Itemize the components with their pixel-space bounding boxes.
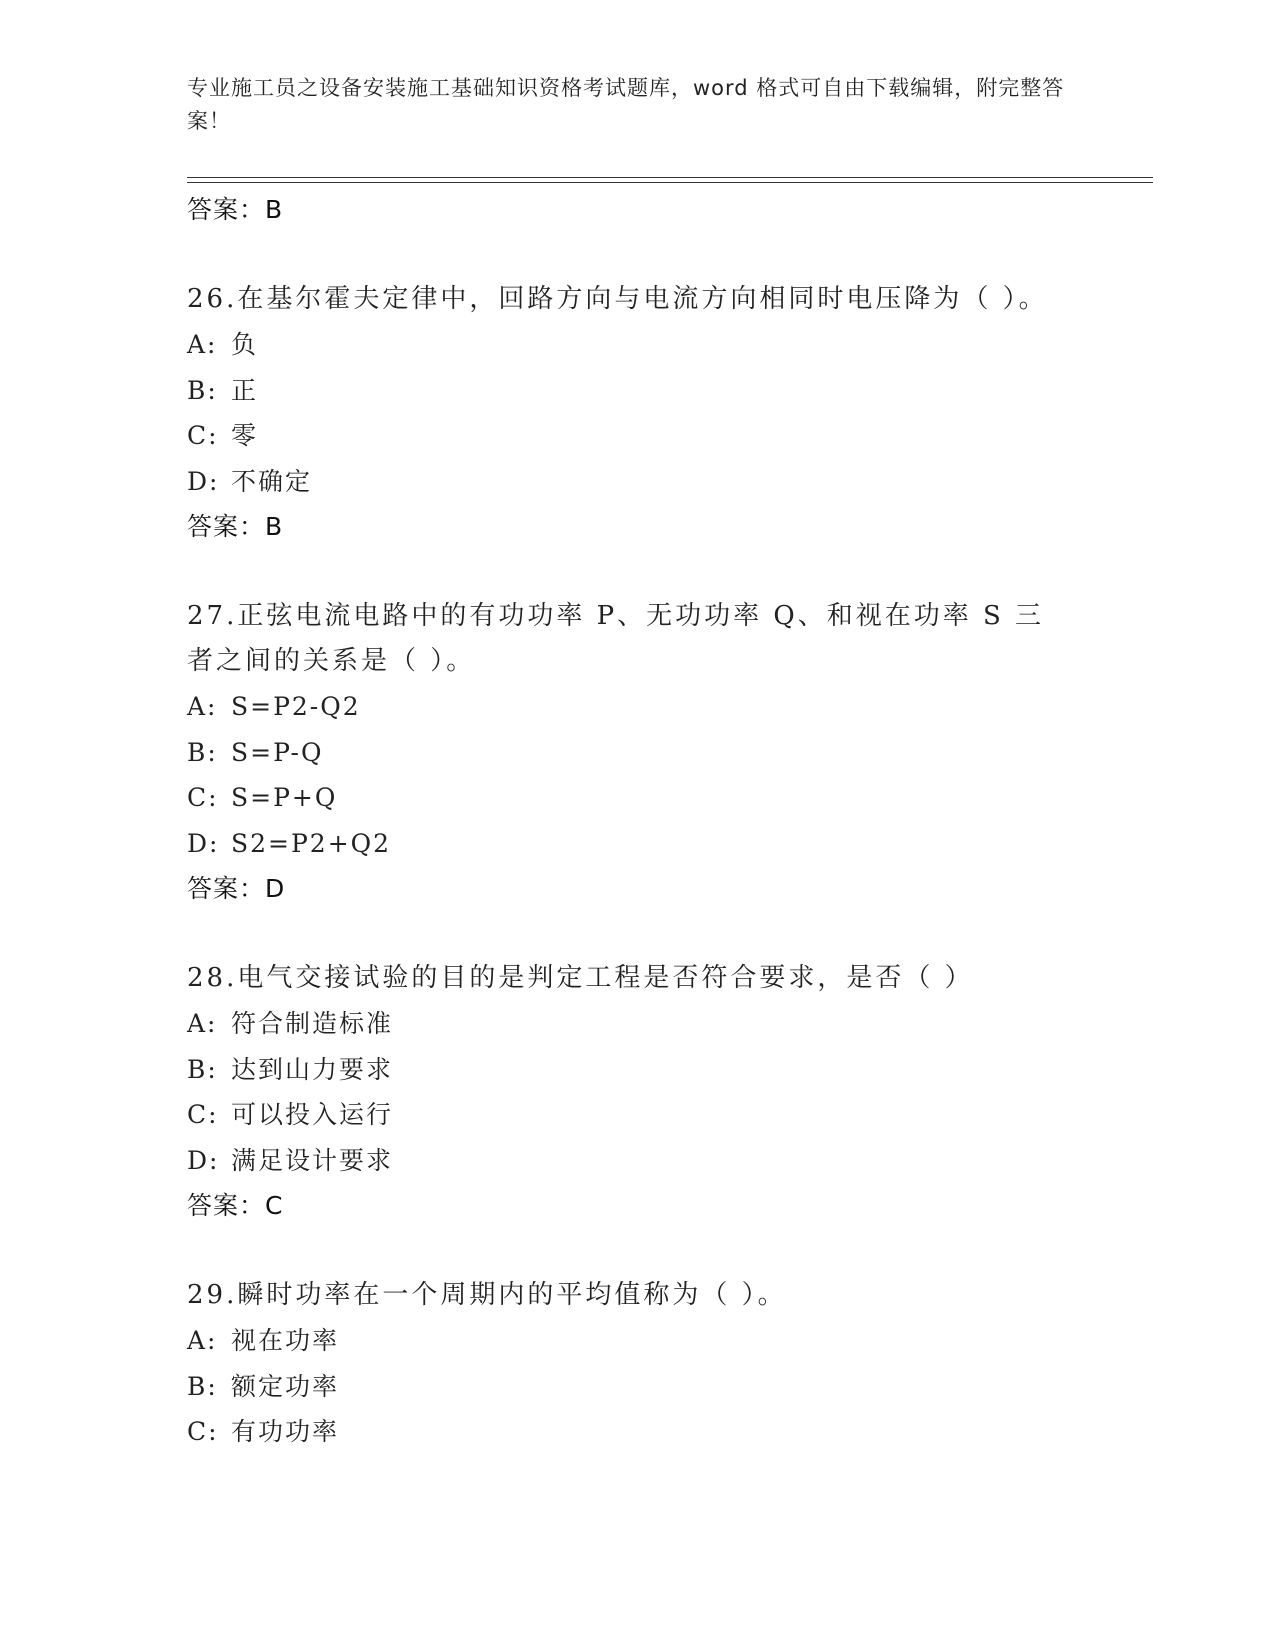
page-header: 专业施工员之设备安装施工基础知识资格考试题库，word 格式可自由下载编辑，附完整答案！ xyxy=(187,76,1065,133)
question-stem: 27.正弦电流电路中的有功功率 P、无功功率 Q、和视在功率 S 三者之间的关系是（ ）。 xyxy=(187,601,1045,676)
answer-line: 答案：D xyxy=(187,874,286,903)
option-text: 达到山力要求 xyxy=(231,1054,394,1084)
option-text: 符合制造标准 xyxy=(231,1009,394,1038)
header-rule-bottom xyxy=(187,182,1153,183)
option-a xyxy=(187,1001,1147,1047)
option-c xyxy=(187,1092,1147,1138)
option-d xyxy=(187,459,1147,505)
option-text: S=P+Q xyxy=(231,783,338,812)
option-a xyxy=(187,684,1147,730)
option-letter: B: xyxy=(187,1371,218,1401)
option-letter: D: xyxy=(187,466,220,496)
option-b xyxy=(187,1047,1147,1093)
option-c xyxy=(187,775,1147,821)
option-text: S2=P2+Q2 xyxy=(231,828,392,858)
option-letter: C: xyxy=(187,421,219,450)
question-block xyxy=(187,594,1147,912)
option-letter: D: xyxy=(187,828,220,858)
answer-line: 答案：B xyxy=(187,512,284,541)
option-letter: A: xyxy=(187,1326,218,1355)
option-text: S=P-Q xyxy=(231,737,324,767)
option-letter: B: xyxy=(187,1054,218,1084)
answer-line: 答案：C xyxy=(187,1191,284,1220)
option-text: 额定功率 xyxy=(231,1371,340,1401)
option-letter: A: xyxy=(187,330,218,359)
option-b xyxy=(187,368,1147,414)
option-letter: D: xyxy=(187,1145,220,1175)
option-letter: B: xyxy=(187,737,218,767)
option-text: 可以投入运行 xyxy=(231,1100,394,1129)
option-letter: B: xyxy=(187,375,218,405)
option-d xyxy=(187,821,1147,867)
option-letter: C: xyxy=(187,1417,219,1446)
option-letter: A: xyxy=(187,692,218,721)
option-text: 满足设计要求 xyxy=(231,1145,394,1175)
option-a xyxy=(187,1318,1147,1364)
option-text: 有功功率 xyxy=(231,1417,340,1446)
option-text: 负 xyxy=(231,330,259,359)
question-block xyxy=(187,277,1147,550)
option-c xyxy=(187,413,1147,459)
question-block xyxy=(187,1273,1147,1455)
question-list xyxy=(187,187,1147,1455)
option-text: 视在功率 xyxy=(231,1326,340,1355)
question-stem: 28.电气交接试验的目的是判定工程是否符合要求，是否（ ） xyxy=(187,963,974,993)
answer-line: 答案：B xyxy=(187,195,284,224)
option-letter: C: xyxy=(187,1100,219,1129)
option-letter: A: xyxy=(187,1009,218,1038)
question-block xyxy=(187,956,1147,1229)
header-rule-top xyxy=(187,177,1153,178)
option-b xyxy=(187,730,1147,776)
question-stem: 29.瞬时功率在一个周期内的平均值称为（ ）。 xyxy=(187,1280,787,1310)
option-d xyxy=(187,1138,1147,1184)
option-a xyxy=(187,322,1147,368)
option-text: 零 xyxy=(231,421,259,450)
option-text: S=P2-Q2 xyxy=(231,692,361,721)
option-b xyxy=(187,1364,1147,1410)
option-text: 不确定 xyxy=(231,466,313,496)
option-text: 正 xyxy=(231,375,259,405)
option-c xyxy=(187,1409,1147,1455)
question-stem: 26.在基尔霍夫定律中，回路方向与电流方向相同时电压降为（ ）。 xyxy=(187,284,1048,314)
option-letter: C: xyxy=(187,783,219,812)
